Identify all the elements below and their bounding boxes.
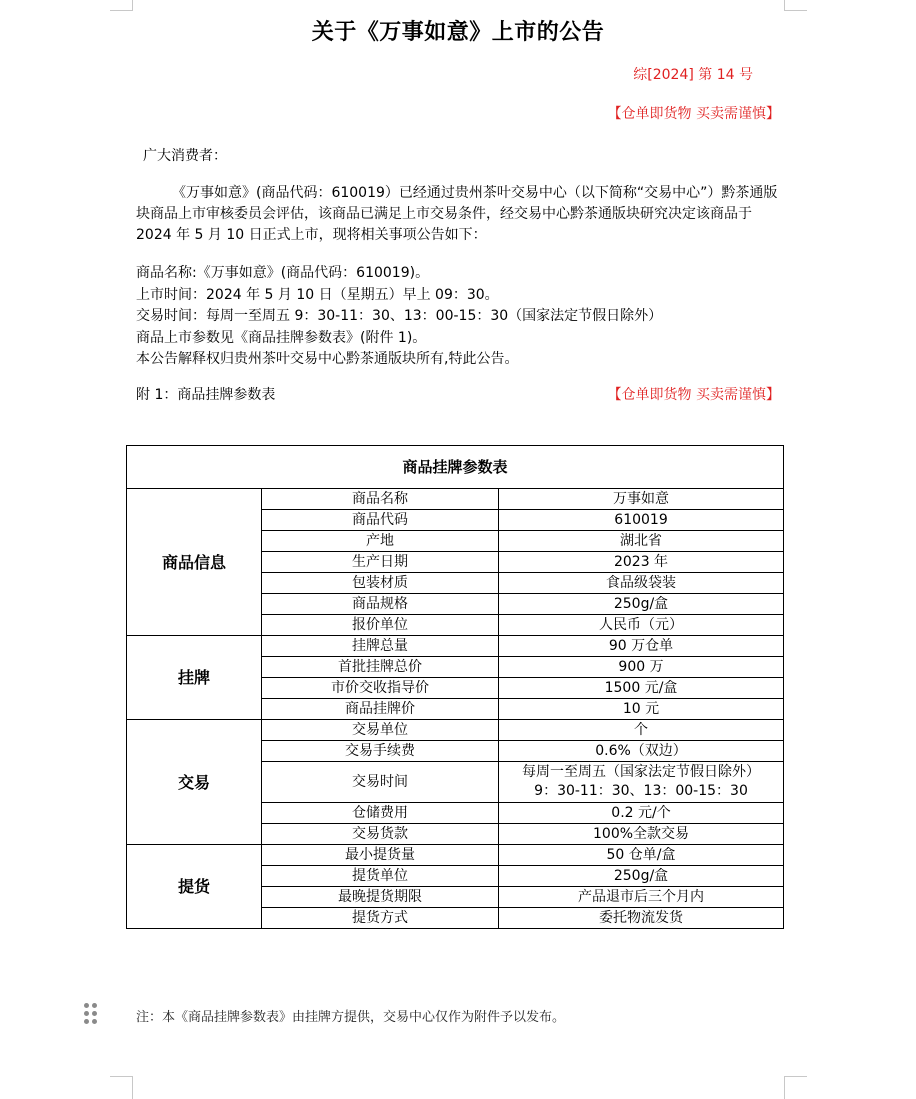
group-trading: 交易: [127, 720, 262, 845]
param-label: 提货单位: [262, 866, 499, 887]
param-value: 50 仓单/盒: [499, 845, 784, 866]
param-value: 610019: [499, 510, 784, 531]
param-label: 包装材质: [262, 573, 499, 594]
param-label: 仓储费用: [262, 803, 499, 824]
document-number: 综[2024] 第 14 号: [633, 67, 753, 83]
param-value: 个: [499, 720, 784, 741]
attachment-label: 附 1：商品挂牌参数表: [136, 387, 276, 403]
trade-time-line2: 9：30-11：30、13：00-15：30: [534, 783, 748, 799]
param-label: 提货方式: [262, 908, 499, 929]
footnote: 注：本《商品挂牌参数表》由挂牌方提供，交易中心仅作为附件予以发布。: [136, 1010, 566, 1025]
announcement-items: [136, 263, 662, 371]
param-label: 商品名称: [262, 489, 499, 510]
drag-handle-icon[interactable]: [84, 1003, 98, 1025]
param-value: 食品级袋装: [499, 573, 784, 594]
param-value: 人民币（元）: [499, 615, 784, 636]
item-trading-time: 交易时间：每周一至周五 9：30-11：30、13：00-15：30（国家法定节假日除外）: [136, 308, 663, 324]
param-label: 挂牌总量: [262, 636, 499, 657]
risk-warning: 【仓单即货物 买卖需谨慎】: [607, 387, 780, 403]
group-product-info: 商品信息: [127, 489, 262, 636]
item-parameters: 商品上市参数见《商品挂牌参数表》(附件 1)。: [136, 329, 427, 346]
param-value: 100%全款交易: [499, 824, 784, 845]
param-value: 1500 元/盒: [499, 678, 784, 699]
risk-warning: 【仓单即货物 买卖需谨慎】: [607, 106, 780, 122]
param-value: 900 万: [499, 657, 784, 678]
page-corner-mark: [110, 0, 133, 11]
page-corner-mark: [110, 1076, 133, 1099]
param-label: 交易时间: [262, 762, 499, 803]
table-row: [127, 845, 784, 866]
param-label: 商品代码: [262, 510, 499, 531]
param-value: 250g/盒: [499, 866, 784, 887]
table-row: [127, 720, 784, 741]
intro-text: 《万事如意》(商品代码：610019）已经通过贵州茶叶交易中心（以下简称“交易中心”）黔茶通版块商品上市审核委员会评估，该商品已满足上市交易条件，经交易中心黔茶通版块研究决定该商品于 2024 年 5 月 10 日正式上市，现将相关事项公告如下：: [136, 185, 778, 243]
param-label: 首批挂牌总价: [262, 657, 499, 678]
param-value: 0.6%（双边）: [499, 741, 784, 762]
param-label: 报价单位: [262, 615, 499, 636]
parameter-table: [126, 445, 784, 929]
page-corner-mark: [784, 0, 807, 11]
table-row: [127, 636, 784, 657]
greeting: 广大消费者：: [143, 148, 227, 164]
item-product-name: 商品名称:《万事如意》(商品代码：610019)。: [136, 265, 430, 281]
param-label: 生产日期: [262, 552, 499, 573]
group-listing: 挂牌: [127, 636, 262, 720]
param-label: 商品挂牌价: [262, 699, 499, 720]
item-listing-time: 上市时间：2024 年 5 月 10 日（星期五）早上 09：30。: [136, 286, 499, 303]
param-value: 产品退市后三个月内: [499, 887, 784, 908]
group-delivery: 提货: [127, 845, 262, 929]
document-title: 关于《万事如意》上市的公告: [311, 20, 605, 45]
table-row: [127, 489, 784, 510]
param-label: 最晚提货期限: [262, 887, 499, 908]
page-corner-mark: [784, 1076, 807, 1099]
item-interpretation: 本公告解释权归贵州茶叶交易中心黔茶通版块所有,特此公告。: [136, 351, 519, 367]
param-value: 0.2 元/个: [499, 803, 784, 824]
param-label: 产地: [262, 531, 499, 552]
param-value: 委托物流发货: [499, 908, 784, 929]
param-value: [499, 762, 784, 803]
param-label: 交易单位: [262, 720, 499, 741]
param-value: 250g/盒: [499, 594, 784, 615]
param-value: 10 元: [499, 699, 784, 720]
table-caption: 商品挂牌参数表: [127, 446, 784, 489]
param-label: 最小提货量: [262, 845, 499, 866]
param-label: 市价交收指导价: [262, 678, 499, 699]
param-value: 湖北省: [499, 531, 784, 552]
trade-time-line1: 每周一至周五（国家法定节假日除外）: [522, 764, 761, 780]
param-label: 商品规格: [262, 594, 499, 615]
param-label: 交易货款: [262, 824, 499, 845]
param-value: 90 万仓单: [499, 636, 784, 657]
param-label: 交易手续费: [262, 741, 499, 762]
param-value: 万事如意: [499, 489, 784, 510]
param-value: 2023 年: [499, 552, 784, 573]
intro-paragraph: [136, 183, 782, 246]
